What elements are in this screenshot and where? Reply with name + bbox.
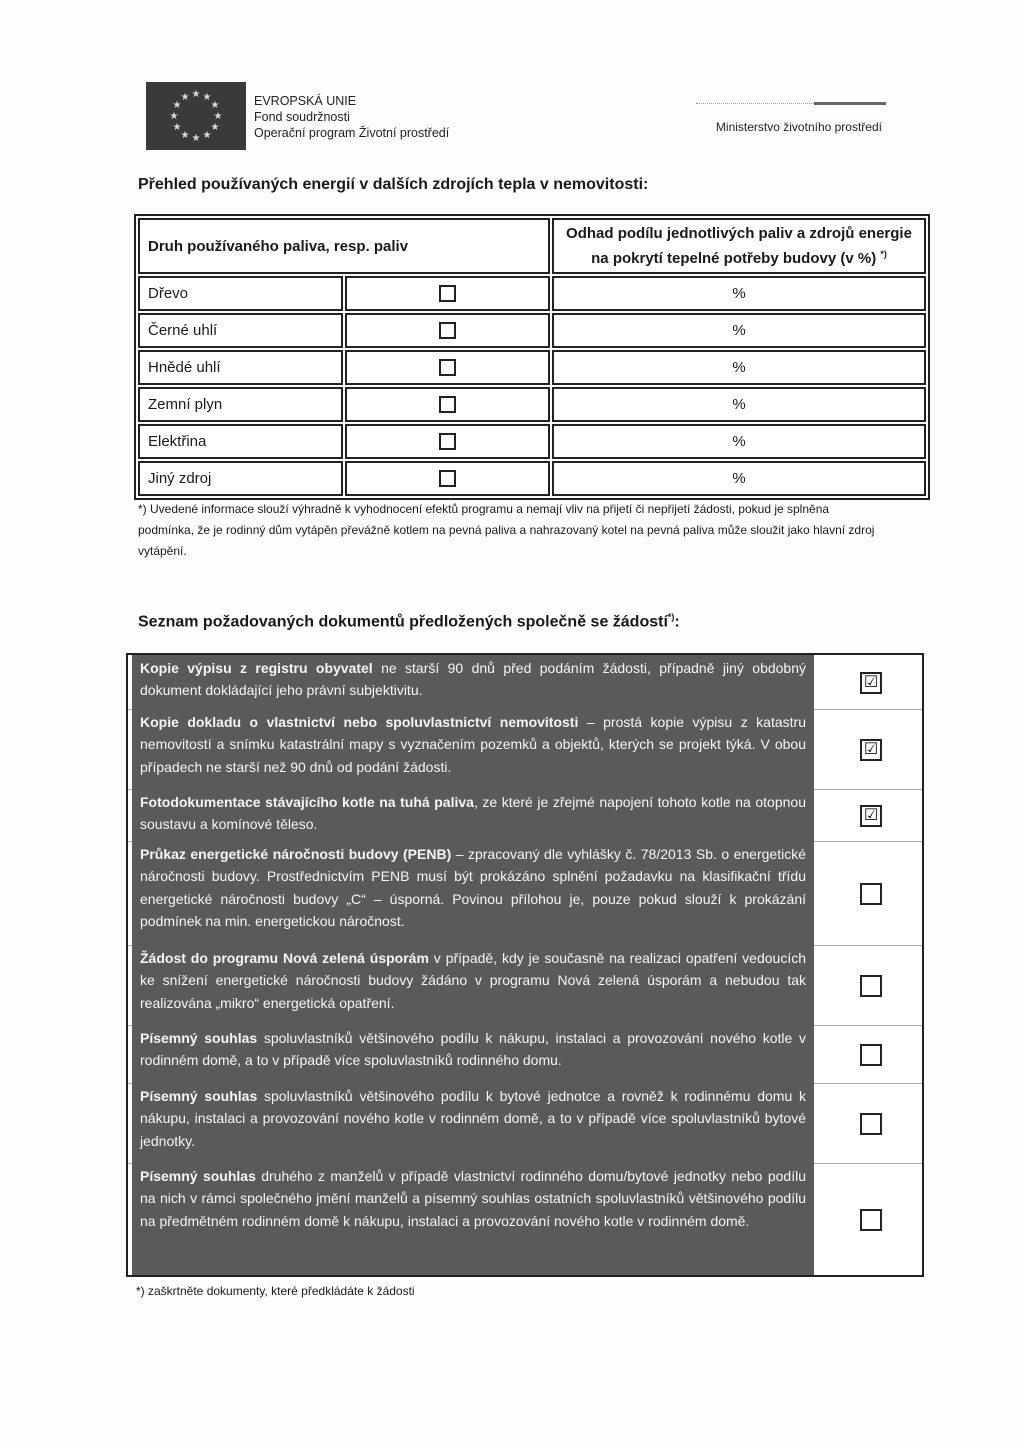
fuel-row [138, 424, 926, 459]
fuel-percent[interactable]: % [552, 276, 926, 311]
fuel-name: Hnědé uhlí [138, 350, 343, 385]
fuel-percent[interactable]: % [552, 350, 926, 385]
fuel-row [138, 313, 926, 348]
fuel-checkbox[interactable] [439, 470, 456, 487]
ministry-logo-lines [696, 102, 886, 106]
document-detail: spoluvlastníků většinového podílu k bytové jednotce a rovněž k rodinnému domu k nákupu, instalaci a provozování nového kotle v rodinném domě, a to v případě více spoluvlastníků bytové jednotky. [140, 1088, 806, 1149]
fuel-name: Černé uhlí [138, 313, 343, 348]
svg-text:★: ★ [172, 122, 182, 133]
document-detail: ne starší 90 dnů před podáním žádosti, případně jiný obdobný dokument dokládající jeho právní subjektivitu. [140, 660, 806, 699]
document-title: Písemný souhlas [140, 1030, 258, 1046]
fuel-checkbox-cell [345, 313, 550, 348]
fuel-name: Jiný zdroj [138, 461, 343, 496]
document-row [128, 841, 922, 946]
document-row [128, 789, 922, 842]
document-title: Žádost do programu Nová zelená úsporám [140, 950, 429, 966]
page-header [146, 82, 886, 152]
fuel-checkbox-cell [345, 276, 550, 311]
energy-overview-title: Přehled používaných energií v dalších zdrojích tepla v nemovitosti: [138, 176, 649, 193]
eu-line-2: Fond soudržnosti [254, 110, 350, 124]
documents-footnote: *) zaškrtněte dokumenty, které předkládáte k žádosti [136, 1284, 415, 1298]
fuel-percent[interactable]: % [552, 424, 926, 459]
document-title: Kopie dokladu o vlastnictví nebo spoluvlastnictví nemovitosti [140, 714, 579, 730]
share-header-footnote-mark: *) [880, 249, 887, 259]
document-row [128, 1025, 922, 1084]
eu-stars-icon [164, 87, 228, 145]
fuel-footnote: *) Uvedené informace slouží výhradně k vyhodnocení efektů programu a nemají vliv na přijetí či nepřijetí žádosti, pokud je splněna podmínka, že je rodinný dům vytápěn převážně kotlem na pevná paliva a nahrazovaný kotel na pevná paliva může sloužit jako hlavní zdroj vytápění. [138, 502, 875, 558]
documents-title-mark: *) [667, 612, 675, 622]
eu-line-3: Operační program Životní prostředí [254, 126, 450, 140]
fuel-percent[interactable]: % [552, 313, 926, 348]
document-description [132, 655, 814, 709]
document-checkbox[interactable] [860, 883, 882, 905]
fuel-checkbox[interactable] [439, 359, 456, 376]
documents-title-text: Seznam požadovaných dokumentů předložených společně se žádostí [138, 613, 668, 631]
svg-text:★: ★ [210, 122, 220, 133]
svg-text:★: ★ [210, 100, 220, 111]
svg-text:★: ★ [191, 133, 201, 144]
share-header-text: Odhad podílu jednotlivých paliv a zdrojů energie na pokrytí tepelné potřeby budovy (v %) [566, 225, 912, 267]
fuel-type-header: Druh používaného paliva, resp. paliv [138, 218, 550, 274]
document-description [132, 1083, 814, 1163]
document-description [132, 709, 814, 789]
fuel-table [134, 214, 930, 500]
document-detail: , ze které je zřejmé napojení tohoto kotle na otopnou soustavu a komínové těleso. [140, 794, 806, 833]
ministry-name: Ministerstvo životního prostředí [715, 120, 882, 134]
fuel-name: Dřevo [138, 276, 343, 311]
document-title: Písemný souhlas [140, 1168, 256, 1184]
fuel-name: Zemní plyn [138, 387, 343, 422]
svg-text:★: ★ [169, 111, 179, 122]
fuel-checkbox[interactable] [439, 433, 456, 450]
fuel-checkbox[interactable] [439, 285, 456, 302]
document-row [128, 1083, 922, 1164]
document-description [132, 789, 814, 841]
document-row [128, 655, 922, 710]
svg-text:★: ★ [180, 130, 190, 141]
fuel-checkbox-cell [345, 461, 550, 496]
document-detail: – zpracovaný dle vyhlášky č. 78/2013 Sb. o energetické náročnosti budovy. Prostřednictvím PENB musí být prokázáno splnění požadavku na klasifikační třídu energetické náročnosti budovy „C“ – úsporná. Povinou přílohou je, pouze pokud slouží k prokázání podmínek na min. energetickou náročnost. [140, 846, 806, 930]
document-checkbox[interactable] [860, 1113, 882, 1135]
fuel-row [138, 276, 926, 311]
document-checkbox[interactable]: ☑ [860, 805, 882, 827]
fuel-checkbox[interactable] [439, 396, 456, 413]
documents-title-colon: : [674, 613, 680, 631]
document-detail: v případě, kdy je současně na realizaci opatření vedoucích ke snížení energetické náročnosti budovy žádáno v programu Nová zelená úsporám a nebudou tak realizována „mikro“ energetická opatření. [140, 950, 807, 1011]
document-row [128, 1163, 922, 1275]
document-title: Průkaz energetické náročnosti budovy (PENB) [140, 846, 452, 862]
eu-flag-logo [146, 82, 246, 150]
svg-text:★: ★ [202, 92, 212, 103]
fuel-row [138, 461, 926, 496]
svg-text:★: ★ [172, 100, 182, 111]
document-checkbox[interactable]: ☑ [860, 672, 882, 694]
fuel-checkbox[interactable] [439, 322, 456, 339]
svg-text:★: ★ [213, 111, 223, 122]
fuel-row [138, 350, 926, 385]
fuel-percent[interactable]: % [552, 387, 926, 422]
document-row [128, 945, 922, 1026]
document-checkbox[interactable] [860, 975, 882, 997]
fuel-checkbox-cell [345, 350, 550, 385]
document-checkbox[interactable] [860, 1044, 882, 1066]
document-title: Fotodokumentace stávajícího kotle na tuhá paliva [140, 794, 474, 810]
fuel-name: Elektřina [138, 424, 343, 459]
document-row [128, 709, 922, 790]
documents-title [138, 612, 680, 631]
document-checkbox[interactable]: ☑ [860, 739, 882, 761]
document-description [132, 1025, 814, 1083]
document-description [132, 1163, 814, 1275]
svg-text:★: ★ [180, 92, 190, 103]
document-detail: druhého z manželů v případě vlastnictví rodinného domu/bytové jednotky nebo podílu na nich v rámci společného jmění manželů a písemný souhlas ostatních spoluvlastníků většinového podílu na předmětném rodinném domě k nákupu, instalaci a provozování nového kotle v rodinném domě. [140, 1168, 806, 1229]
document-description [132, 841, 814, 945]
svg-text:★: ★ [202, 130, 212, 141]
document-title: Písemný souhlas [140, 1088, 258, 1104]
share-header [552, 218, 926, 274]
document-detail: spoluvlastníků většinového podílu k nákupu, instalaci a provozování nového kotle v rodinném domě, a to v případě více spoluvlastníků rodinného domu. [140, 1030, 806, 1069]
fuel-percent[interactable]: % [552, 461, 926, 496]
document-title: Kopie výpisu z registru obyvatel [140, 660, 373, 676]
document-detail: – prostá kopie výpisu z katastru nemovitostí a snímku katastrální mapy s vyznačením pozemků a objektů, kterých se projekt týká. V obou případech ne starší než 90 dnů od podání žádosti. [140, 714, 806, 775]
fuel-checkbox-cell [345, 424, 550, 459]
fuel-table-header [138, 218, 926, 274]
eu-program-text [254, 93, 449, 141]
document-checkbox[interactable] [860, 1209, 882, 1231]
documents-table [126, 653, 924, 1277]
document-description [132, 945, 814, 1025]
fuel-row [138, 387, 926, 422]
fuel-checkbox-cell [345, 387, 550, 422]
svg-text:★: ★ [191, 89, 201, 100]
eu-line-1: EVROPSKÁ UNIE [254, 94, 357, 108]
